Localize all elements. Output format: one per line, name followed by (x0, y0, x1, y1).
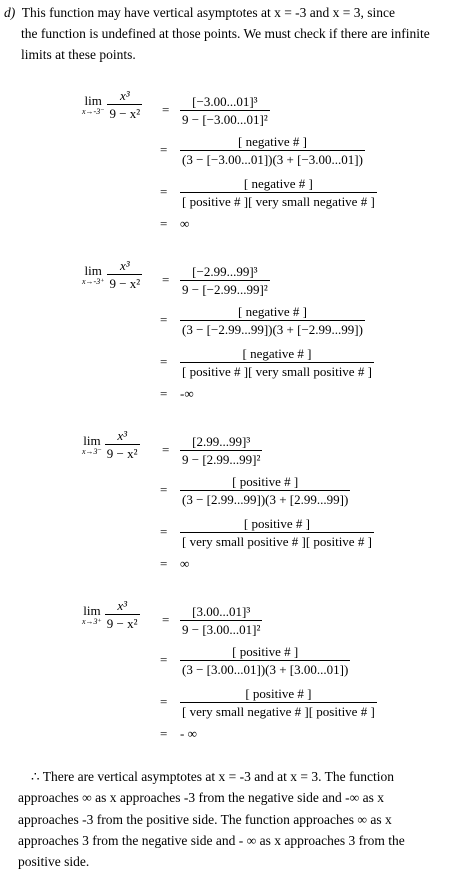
limit-expression (82, 428, 140, 461)
equals-sign: = (160, 524, 168, 539)
function-fraction-numerator: x³ (117, 598, 127, 613)
function-fraction-denominator: 9 − x² (106, 616, 138, 631)
lim-word: lim (83, 432, 101, 448)
step-2 (180, 304, 365, 337)
lim-word: lim (83, 602, 101, 618)
limit-block (0, 88, 474, 248)
step-3-fraction-denominator: [ very small negative # ][ positive # ] (182, 704, 375, 719)
step-2-fraction (180, 474, 350, 507)
step-3 (180, 176, 377, 209)
step-1-fraction-denominator: 9 − [−2.99...99]² (182, 282, 268, 297)
step-3-fraction-denominator: [ positive # ][ very small negative # ] (182, 194, 375, 209)
step-1-fraction (180, 94, 270, 127)
limit-expression (82, 598, 140, 631)
equals-sign: = (160, 142, 168, 157)
step-1 (180, 434, 262, 467)
function-fraction (107, 88, 142, 121)
limit-operator (82, 264, 104, 286)
equals-sign: = (160, 556, 168, 571)
step-1-fraction-numerator: [3.00...01]³ (192, 604, 251, 619)
equals-sign: = (160, 354, 168, 369)
limit-result: ∞ (180, 556, 190, 571)
step-3-fraction (180, 686, 377, 719)
step-3-fraction-numerator: [ negative # ] (242, 346, 312, 361)
step-3-fraction (180, 176, 377, 209)
function-fraction (105, 598, 140, 631)
limit-block (0, 258, 474, 418)
step-2-fraction-numerator: [ negative # ] (238, 304, 307, 319)
conclusion-line-2: approaches ∞ as x approaches -3 from the negative side and -∞ as x (18, 790, 384, 806)
limit-operator (82, 434, 102, 456)
step-3-fraction-denominator: [ positive # ][ very small positive # ] (182, 364, 372, 379)
equals-sign: = (160, 184, 168, 199)
step-2-fraction-numerator: [ positive # ] (232, 474, 299, 489)
lim-word: lim (84, 92, 102, 108)
lim-subscript: x→3⁻ (82, 446, 102, 456)
step-2-fraction (180, 644, 350, 677)
step-2-fraction (180, 304, 365, 337)
limit-expression (82, 258, 142, 291)
conclusion-line-3: approaches -3 from the positive side. The function approaches ∞ as x (18, 811, 392, 827)
intro-line-2: the function is undefined at those points. We must check if there are infinite (21, 26, 430, 41)
step-1 (180, 94, 270, 127)
function-fraction-numerator: x³ (119, 258, 130, 273)
intro-text-1: This function may have vertical asymptotes at x = -3 and x = 3, since (21, 5, 396, 20)
step-1-fraction-numerator: [2.99...99]³ (192, 434, 251, 449)
step-1-fraction (180, 604, 262, 637)
step-2 (180, 644, 350, 677)
function-fraction-denominator: 9 − x² (109, 106, 141, 121)
step-3-fraction-numerator: [ negative # ] (243, 176, 313, 191)
intro-line-3: limits at these points. (21, 47, 136, 62)
step-3-fraction-denominator: [ very small positive # ][ positive # ] (182, 534, 372, 549)
equals-sign: = (160, 312, 168, 327)
limit-result: - ∞ (180, 726, 197, 741)
step-1-fraction-denominator: 9 − [−3.00...01]² (182, 112, 268, 127)
equals-sign: = (162, 612, 170, 627)
limit-block (0, 428, 474, 588)
step-1-fraction (180, 264, 270, 297)
intro-paragraph (4, 2, 466, 65)
equals-sign: = (160, 216, 168, 231)
equals-sign: = (160, 726, 168, 741)
function-fraction-denominator: 9 − x² (109, 276, 141, 291)
equals-sign: = (162, 442, 170, 457)
lim-word: lim (84, 262, 102, 278)
limit-result: -∞ (180, 386, 194, 401)
equals-sign: = (160, 386, 168, 401)
conclusion-line-1: ∴ There are vertical asymptotes at x = -3 and at x = 3. The function (31, 769, 394, 784)
lim-subscript: x→-3⁻ (82, 106, 105, 116)
equals-sign: = (160, 652, 168, 667)
step-2-fraction-denominator: (3 − [−3.00...01])(3 + [−3.00...01]) (182, 152, 363, 167)
step-1 (180, 604, 262, 637)
step-2-fraction (180, 134, 365, 167)
step-1-fraction (180, 434, 262, 467)
step-3 (180, 516, 374, 549)
step-3-fraction-numerator: [ positive # ] (243, 516, 310, 531)
step-1-fraction-numerator: [−3.00...01]³ (192, 94, 258, 109)
function-fraction (107, 258, 142, 291)
step-3 (180, 686, 377, 719)
step-2-fraction-numerator: [ positive # ] (232, 644, 299, 659)
equals-sign: = (162, 102, 170, 117)
function-fraction-numerator: x³ (117, 428, 127, 443)
step-1-fraction-denominator: 9 − [3.00...01]² (182, 622, 261, 637)
conclusion-line-4: approaches 3 from the negative side and - ∞ as x approaches 3 from the (18, 832, 405, 848)
conclusion-paragraph (18, 766, 466, 872)
step-3-fraction (180, 516, 374, 549)
step-1-fraction-denominator: 9 − [2.99...99]² (182, 452, 261, 467)
equals-sign: = (160, 482, 168, 497)
step-2-fraction-denominator: (3 − [−2.99...99])(3 + [−2.99...99]) (182, 322, 363, 337)
conclusion-line-5: positive side. (18, 854, 90, 870)
step-2 (180, 474, 350, 507)
equals-sign: = (160, 694, 168, 709)
limit-operator (82, 94, 104, 116)
step-2-fraction-denominator: (3 − [2.99...99])(3 + [2.99...99]) (182, 492, 349, 507)
step-2 (180, 134, 365, 167)
limit-operator (82, 604, 102, 626)
step-1-fraction-numerator: [−2.99...99]³ (192, 264, 258, 279)
limit-block (0, 598, 474, 758)
step-3-fraction-numerator: [ positive # ] (245, 686, 312, 701)
equals-sign: = (162, 272, 170, 287)
step-2-fraction-denominator: (3 − [3.00...01])(3 + [3.00...01]) (182, 662, 349, 677)
lim-subscript: x→3⁺ (82, 616, 102, 626)
step-3 (180, 346, 374, 379)
step-3-fraction (180, 346, 374, 379)
function-fraction (105, 428, 140, 461)
function-fraction-numerator: x³ (119, 88, 130, 103)
step-1 (180, 264, 270, 297)
part-label: d) (4, 5, 16, 20)
limit-expression (82, 88, 142, 121)
function-fraction-denominator: 9 − x² (106, 446, 138, 461)
intro-line-1 (4, 2, 466, 23)
lim-subscript: x→-3⁺ (82, 276, 105, 286)
step-2-fraction-numerator: [ negative # ] (238, 134, 307, 149)
limit-result: ∞ (180, 216, 190, 231)
